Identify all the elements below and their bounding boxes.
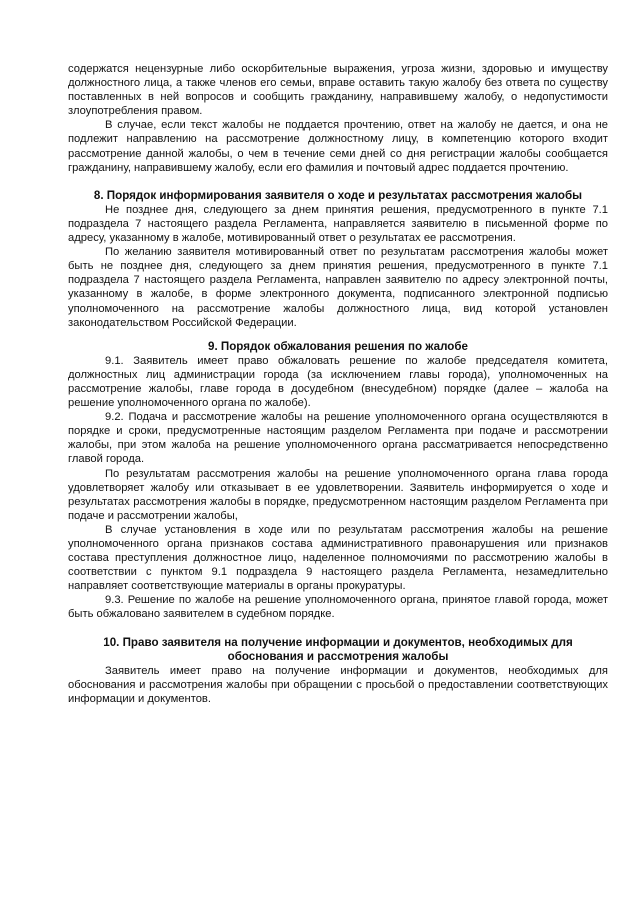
section-8-paragraph: Не позднее дня, следующего за днем принятия решения, предусмотренного в пункте 7.1 подраздела 7 настоящего раздела Регламента, направляется заявителю в письменной форме по адресу, указанному в жалобе, мотивированный ответ о результатах ее рассмотрения. [68,203,608,245]
section-9-paragraph: В случае установления в ходе или по результатам рассмотрения жалобы на решение уполномоченного органа признаков состава административного правонарушения или признаков состава преступления должностное лицо, наделенное полномочиями по рассмотрению жалобы в соответствии с пунктом 9.1 подраздела 9 настоящего раздела Регламента, незамедлительно направляет соответствующие материалы в органы прокуратуры. [68,523,608,593]
section-10-heading: 10. Право заявителя на получение информации и документов, необходимых для обоснования и рассмотрения жалобы [103,635,573,663]
section-10-paragraph: Заявитель имеет право на получение информации и документов, необходимых для обоснования и рассмотрения жалобы при обращении с просьбой о предоставлении соответствующих информации и документов. [68,664,608,705]
section-8-heading: 8. Порядок информирования заявителя о ходе и результатах рассмотрения жалобы [93,188,583,202]
section-9-paragraph: 9.3. Решение по жалобе на решение уполномоченного органа, принятое главой города, может быть обжаловано заявителем в судебном порядке. [68,594,608,621]
section-9-paragraph: По результатам рассмотрения жалобы на решение уполномоченного органа глава города удовлетворяет жалобу или отказывает в ее удовлетворении. Заявитель информируется о ходе и результатах рассмотрения жалобы в порядке, предусмотренном настоящим разделом Регламента при подаче и рассмотрении жалобы, [68,467,608,522]
section-9-heading: 9. Порядок обжалования решения по жалобе [208,339,468,353]
document-page [68,62,608,706]
paragraph-unreadable-complaint: В случае, если текст жалобы не поддается прочтению, ответ на жалобу не дается, и она не подлежит направлению на рассмотрение должностному лицу, в компетенцию которого входит рассмотрение данной жалобы, о чем в течение семи дней со дня регистрации жалобы сообщается гражданину, направившему жалобу, если его фамилия и почтовый адрес поддается прочтению. [68,119,608,174]
section-9-paragraph: 9.1. Заявитель имеет право обжаловать решение по жалобе председателя комитета, должностных лиц администрации города (за исключением главы города), уполномоченных на рассмотрение жалобы, главе города в досудебном (внесудебном) порядке (далее – жалоба на решение уполномоченного органа по жалобе). [68,354,608,410]
section-8-paragraph: По желанию заявителя мотивированный ответ по результатам рассмотрения жалобы может быть не позднее дня, следующего за днем принятия решения, предусмотренного в пункте 7.1 подраздела 7 настоящего раздела Регламента, направлен заявителю по адресу электронной почты, указанному в жалобе, в форме электронного документа, подписанного электронной подписью уполномоченного на рассмотрение жалобы должностного лица, вид которой установлен законодательством Российской Федерации. [68,246,608,329]
paragraph-continuation: содержатся нецензурные либо оскорбительные выражения, угроза жизни, здоровью и имуществу должностного лица, а также членов его семьи, вправе оставить такую жалобу без ответа по существу поставленных в ней вопросов и сообщить гражданину, направившему жалобу, о недопустимости злоупотребления правом. [68,63,608,118]
section-9-paragraph: 9.2. Подача и рассмотрение жалобы на решение уполномоченного органа осуществляются в порядке и сроки, предусмотренные настоящим разделом Регламента при подаче и рассмотрении жалобы, при этом жалоба на решение уполномоченного органа рассматривается непосредственно главой города. [68,411,608,466]
